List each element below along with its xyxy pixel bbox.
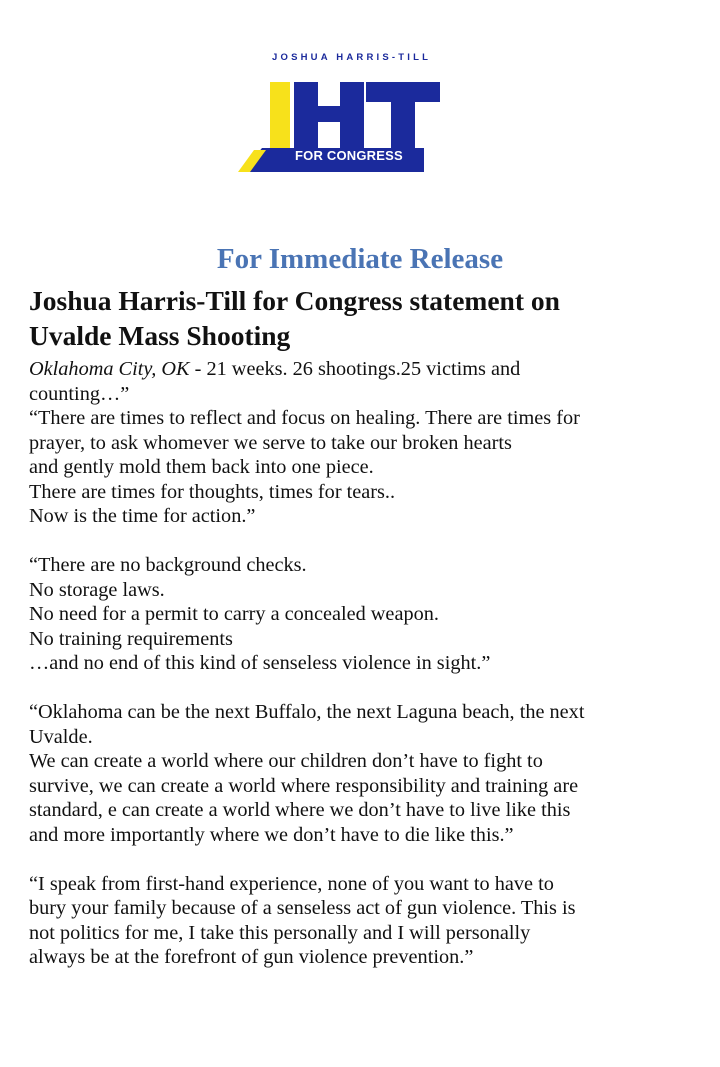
logo-tagline: FOR CONGRESS [295, 148, 403, 163]
body-line: always be at the forefront of gun violence prevention.” [29, 946, 474, 968]
body-line: No need for a permit to carry a concealed weapon. [29, 603, 439, 625]
logo-letter-t-top [366, 82, 440, 102]
logo-letter-t-stem [391, 102, 415, 148]
logo-name: JOSHUA HARRIS-TILL [272, 52, 432, 63]
release-label: For Immediate Release [216, 243, 504, 275]
body-line: “I speak from first-hand experience, none of you want to have to [29, 872, 554, 895]
body-line: “There are no background checks. [29, 554, 307, 576]
body-line: “Oklahoma can be the next Buffalo, the next Laguna beach, the next [29, 701, 585, 723]
body-line: and gently mold them back into one piece. [29, 456, 374, 478]
dateline: Oklahoma City, OK [29, 358, 190, 380]
body-line: bury your family because of a senseless act of gun violence. This is [29, 897, 576, 919]
body-line: and more importantly where we don’t have to die like this.” [29, 823, 514, 846]
body-line: not politics for me, I take this personally and I will personally [29, 921, 531, 944]
paragraph-gap [29, 847, 709, 872]
body-line: “There are times to reflect and focus on healing. There are times for [29, 407, 580, 429]
body-line: counting…” [29, 382, 130, 405]
headline-line: Joshua Harris-Till for Congress statement on [29, 285, 560, 316]
paragraph-gap [29, 529, 709, 554]
body-line: survive, we can create a world where responsibility and training are [29, 774, 579, 797]
campaign-logo [232, 50, 448, 180]
headline [29, 283, 709, 353]
body-line: No storage laws. [29, 578, 165, 601]
body-line: There are times for thoughts, times for tears.. [29, 480, 396, 503]
statement-body [29, 357, 709, 970]
body-line: Uvalde. [29, 725, 93, 748]
body-line: Now is the time for action.” [29, 505, 256, 527]
body-line: standard, e can create a world where we don’t have to live like this [29, 799, 571, 821]
body-line: - 21 weeks. 26 shootings.25 victims and [189, 358, 521, 380]
paragraph-gap [29, 676, 709, 701]
body-line: No training requirements [29, 627, 233, 650]
logo-letter-h-bar [318, 106, 340, 122]
logo-letter-h-left [294, 82, 318, 148]
dateline-paragraph [29, 357, 709, 382]
body-line: …and no end of this kind of senseless violence in sight.” [29, 652, 491, 674]
body-line: We can create a world where our children don’t have to fight to [29, 750, 543, 772]
logo-letter-h-right [340, 82, 364, 148]
headline-line: Uvalde Mass Shooting [29, 320, 291, 351]
body-line: prayer, to ask whomever we serve to take our broken hearts [29, 431, 512, 454]
